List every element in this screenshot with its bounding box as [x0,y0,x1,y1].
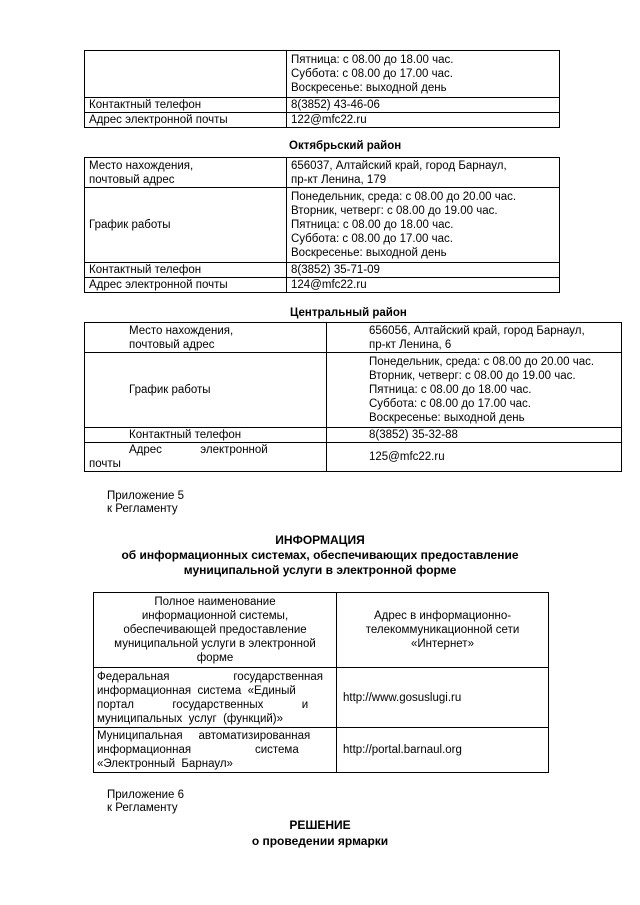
appendix-number: Приложение 5 [107,490,185,502]
location-label-line: Место нахождения, [129,324,234,337]
header-line: «Интернет» [411,638,474,650]
phone-label: Контактный телефон [85,98,287,113]
info-subtitle-1: об информационных системах, обеспечивающих предоставление [121,548,519,562]
email-label: Адрес электронной почты [85,113,287,128]
location-value-line: пр-кт Ленина, 6 [369,338,452,351]
header-line: муниципальной услуги в электронной [114,638,316,650]
schedule-line: Понедельник, среда: с 08.00 до 20.00 час. [291,191,517,203]
email-label-line: Адрес электронной [129,444,268,456]
schedule-value [287,188,560,263]
system-name-cell [94,668,337,728]
system-name-line: Федеральная государственная [97,670,324,683]
header-line: информационной системы, [141,610,289,622]
info-title: ИНФОРМАЦИЯ [275,533,365,547]
appendix5-caption [107,490,184,516]
location-label-line: Место нахождения, [89,159,194,172]
table-info-systems [93,592,549,773]
system-name-line: «Электронный Барнаул» [97,758,233,770]
schedule-label: График работы [85,188,287,263]
email-value: 124@mfc22.ru [287,278,560,293]
location-label [85,323,327,353]
system-name-cell [94,728,337,773]
email-label: Адрес электронной почты [85,278,287,293]
info-subtitle-2: муниципальной услуги в электронной форме [183,563,457,577]
header-line: Адрес в информационно- [373,610,512,622]
schedule-label: График работы [85,353,327,428]
schedule-line: Пятница: с 08.00 до 18.00 час. [291,54,454,66]
schedule-line: Пятница: с 08.00 до 18.00 час. [369,384,532,396]
appendix-reference: к Регламенту [107,802,178,814]
system-name-line: информационная система [97,744,299,756]
table-tsentralny [84,322,622,472]
location-value [327,323,622,353]
schedule-label-cell [85,51,287,98]
header-system-name [94,593,337,668]
schedule-line: Воскресенье: выходной день [291,247,447,259]
location-label-line: почтовый адрес [129,338,215,351]
header-line: Полное наименование [154,596,276,608]
schedule-line: Воскресенье: выходной день [369,412,525,424]
phone-value: 8(3852) 35-32-88 [327,428,622,443]
table-row [94,728,549,773]
system-name-line: Муниципальная автоматизированная [97,730,311,742]
schedule-line: Пятница: с 08.00 до 18.00 час. [291,219,454,231]
system-name-line: портал государственных и [97,698,309,711]
appendix-reference: к Регламенту [107,503,178,515]
schedule-line: Суббота: с 08.00 до 17.00 час. [369,398,531,410]
system-url: http://portal.barnaul.org [337,728,549,773]
oktyabrsky-heading: Октябрьский район [289,140,402,152]
table-oktyabrsky [84,157,560,293]
phone-label: Контактный телефон [85,263,287,278]
decision-title: РЕШЕНИЕ [289,818,351,832]
schedule-line: Суббота: с 08.00 до 17.00 час. [291,233,453,245]
location-value-line: 656056, Алтайский край, город Барнаул, [369,324,585,337]
system-name-line: муниципальных услуг (функций)» [97,712,284,725]
phone-label: Контактный телефон [85,428,327,443]
schedule-line: Воскресенье: выходной день [291,82,447,94]
header-line: телекоммуникационной сети [365,624,520,636]
schedule-value-cell [287,51,560,98]
decision-subtitle: о проведении ярмарки [251,834,389,848]
schedule-line: Вторник, четверг: с 08.00 до 19.00 час. [369,370,576,382]
email-label [85,443,327,472]
header-line: форме [196,652,234,664]
schedule-line: Суббота: с 08.00 до 17.00 час. [291,68,453,80]
appendix-number: Приложение 6 [107,789,185,801]
schedule-value [327,353,622,428]
location-label [85,158,287,188]
email-label-line: почты [89,458,121,470]
phone-value: 8(3852) 43-46-06 [287,98,560,113]
location-value-line: 656037, Алтайский край, город Барнаул, [291,159,507,172]
header-internet-address [337,593,549,668]
location-value [287,158,560,188]
appendix6-caption [107,789,184,815]
schedule-line: Вторник, четверг: с 08.00 до 19.00 час. [291,205,498,217]
system-name-line: информационная система «Единый [97,684,296,697]
email-value: 125@mfc22.ru [327,443,622,472]
table-top-continuation [84,50,560,128]
schedule-line: Понедельник, среда: с 08.00 до 20.00 час. [369,356,595,368]
header-line: обеспечивающей предоставление [123,624,307,636]
phone-value: 8(3852) 35-71-09 [287,263,560,278]
location-value-line: пр-кт Ленина, 179 [291,173,387,186]
tsentralny-heading: Центральный район [290,307,407,319]
system-url: http://www.gosuslugi.ru [337,668,549,728]
location-label-line: почтовый адрес [89,173,175,186]
table-row [94,668,549,728]
email-value: 122@mfc22.ru [287,113,560,128]
